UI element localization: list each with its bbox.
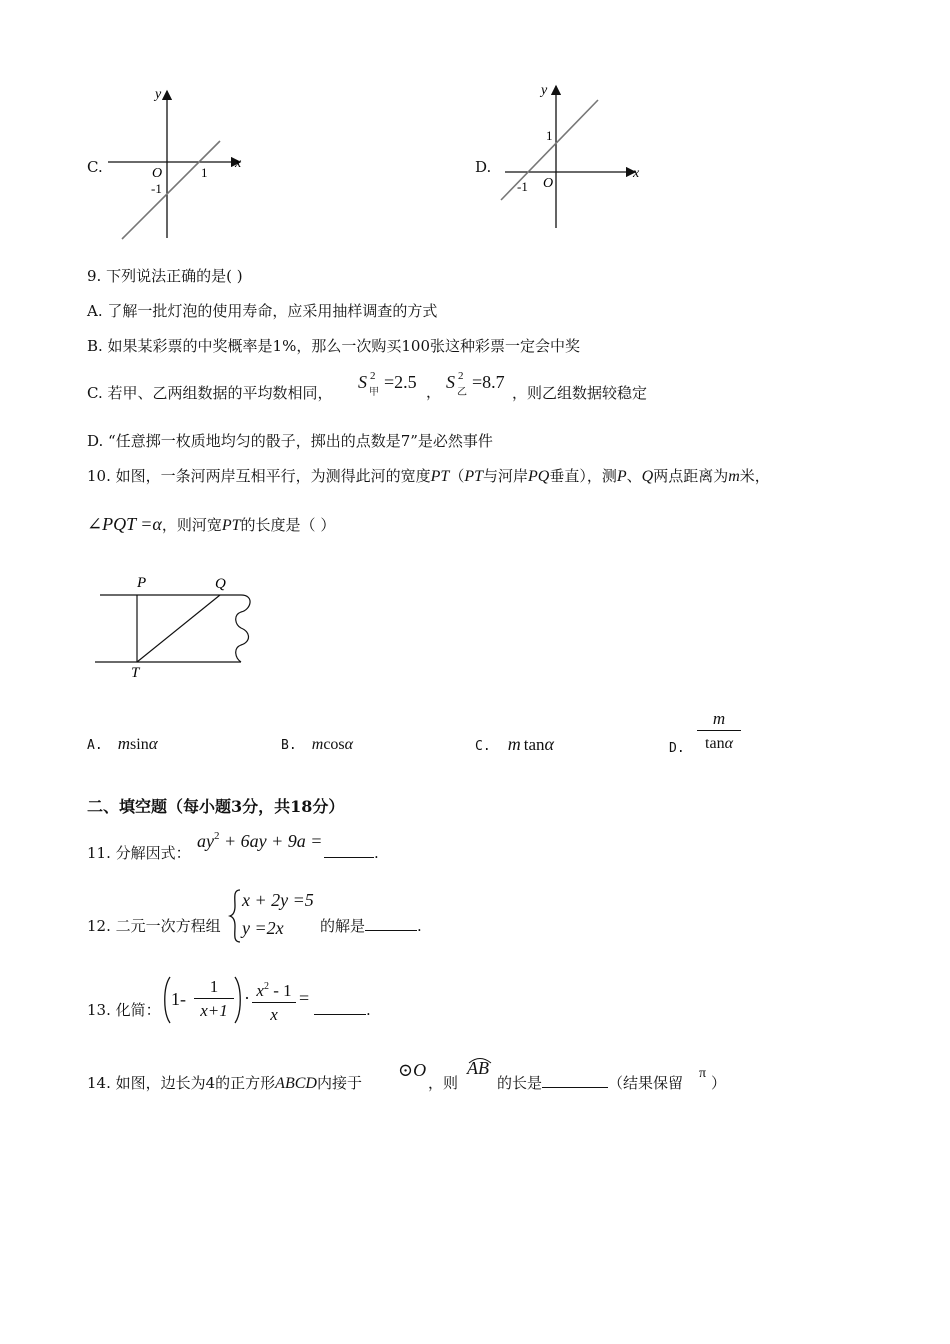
q12-label: 12. 二元一次方程组 xyxy=(87,917,221,935)
q10-option-c: C. m tanα xyxy=(475,734,554,754)
q14-close: ） xyxy=(711,1074,727,1092)
q11-expression: $ay^2 + 6ay + 9a$ = xyxy=(197,830,323,851)
q8-graph-d xyxy=(495,80,645,235)
q9-option-b: B. 如果某彩票的中奖概率是1%，那么一次购买100张这种彩票一定会中奖 xyxy=(87,337,580,355)
q13-one-minus: 1- xyxy=(171,989,186,1009)
q12-equation-2: y =2x xyxy=(242,918,284,938)
q10-fig-t: T xyxy=(131,665,140,681)
q12-answer: 的解是 . xyxy=(320,917,422,935)
q14-pi: π xyxy=(699,1066,707,1081)
q13-equals: = xyxy=(299,988,310,1008)
q14-tail: 的长是 （结果保留 xyxy=(497,1074,684,1092)
q8c-x-label: x xyxy=(235,156,242,171)
q8d-y-tick: 1 xyxy=(546,128,553,143)
q13-answer: . xyxy=(314,1000,371,1020)
q11-label: 11. 分解因式： xyxy=(87,844,191,862)
q8c-y-label: y xyxy=(155,87,162,102)
q8c-origin: O xyxy=(152,166,163,181)
q10-option-d-label: D. xyxy=(669,741,685,756)
q10-river-figure xyxy=(95,570,255,685)
q10-fig-p: P xyxy=(137,575,147,591)
q13-fraction-2: $x^2 - 1$ x xyxy=(252,976,296,1027)
q9-option-c-prefix: C. 若甲、乙两组数据的平均数相同， xyxy=(87,384,333,402)
q12-equation-1: x + 2y =5 xyxy=(242,890,314,910)
q14-circle-o: ⊙O xyxy=(398,1060,427,1080)
q14-text: 14. 如图，边长为4的正方形ABCD内接于 xyxy=(87,1074,362,1092)
q10-fig-q: Q xyxy=(215,576,226,592)
q8-option-d-label: D. xyxy=(475,158,492,176)
q8d-x-label: x xyxy=(633,166,640,181)
arc-icon xyxy=(467,1054,493,1064)
q8c-y-tick: -1 xyxy=(151,181,162,196)
q13-dot: · xyxy=(244,988,250,1008)
q9-stem: 9. 下列说法正确的是( ) xyxy=(87,267,243,285)
q9-option-c-suffix: ，则乙组数据较稳定 xyxy=(512,384,648,402)
q9-option-a: A. 了解一批灯泡的使用寿命，应采用抽样调查的方式 xyxy=(87,302,438,320)
q8-graph-c xyxy=(105,85,250,245)
q8c-x-tick: 1 xyxy=(201,165,208,180)
q10-option-a: A. msinα xyxy=(87,734,158,753)
q10-stem-line1: 10. 如图，一条河两岸互相平行，为测得此河的宽度PT（PT与河岸PQ垂直），测P、Q两点距离为m米， xyxy=(87,467,770,485)
q13-label: 13. 化简： xyxy=(87,1001,161,1019)
q8d-y-label: y xyxy=(541,83,548,98)
q10-option-b: B. mcosα xyxy=(281,736,354,753)
section-2-heading: 二、填空题（每小题3分，共18分） xyxy=(87,797,345,816)
q14-comma: ，则 xyxy=(428,1074,459,1092)
q10-option-d-fraction: m tanα xyxy=(697,708,741,756)
q10-angle-expression: ∠PQT =α xyxy=(87,514,162,534)
q9-option-d: D. “任意掷一枚质地均匀的骰子，掷出的点数是7”是必然事件 xyxy=(87,432,493,450)
q8d-x-tick: -1 xyxy=(517,179,528,194)
q8-option-c-label: C. xyxy=(87,158,103,176)
q13-paren-right xyxy=(233,975,243,1025)
q10-stem-line2: ∠PQT =α，则河宽PT的长度是（ ） xyxy=(87,514,336,534)
q8d-origin: O xyxy=(543,176,554,191)
q13-fraction-1: 1 x+1 xyxy=(194,976,234,1023)
q11-answer: . xyxy=(324,843,379,863)
q14-arc-ab: AB xyxy=(467,1058,489,1079)
